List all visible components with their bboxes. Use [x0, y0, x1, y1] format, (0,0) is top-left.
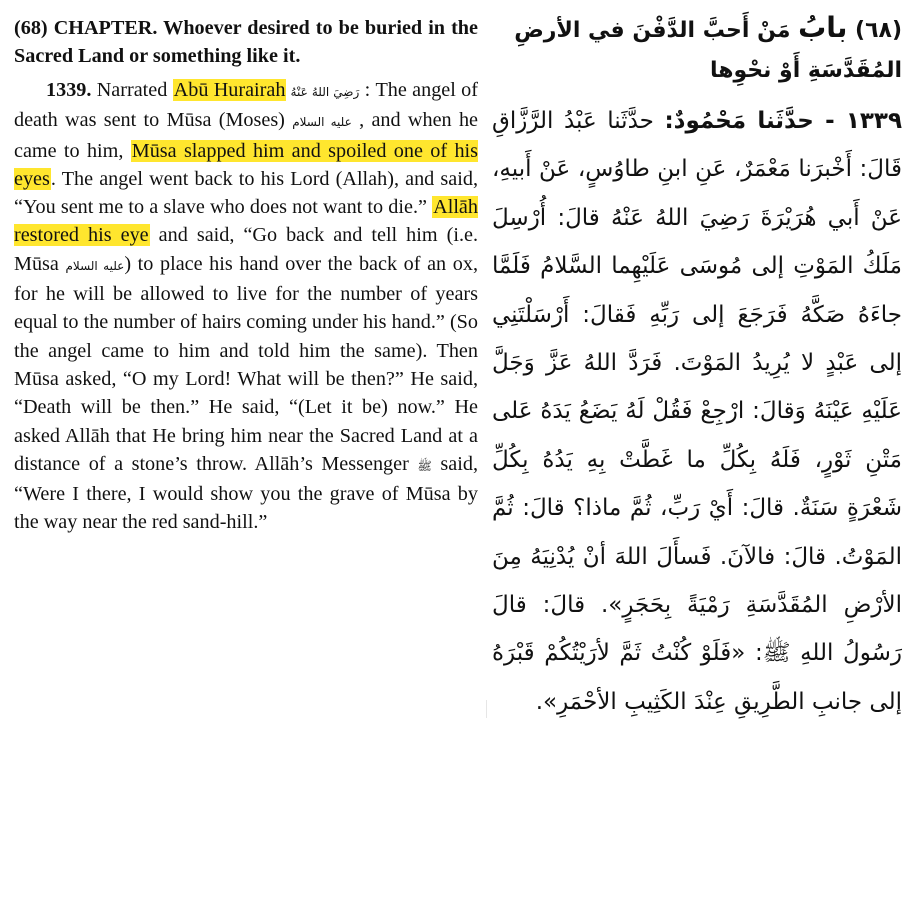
highlight-narrator: Abū Hurairah [173, 79, 286, 101]
arabic-hadith-number: ١٣٣٩ - حدَّثَنا مَحْمُودٌ: [664, 108, 903, 134]
arabic-hadith-text [492, 97, 902, 726]
arabic-chapter-heading [492, 8, 902, 91]
highlight-slapped: Mūsa slapped him and spoiled one of his eyes [14, 139, 478, 190]
highlight-restored: Allāh restored his eye [14, 196, 478, 247]
text-segment: . The angel went back to his Lord (Allah), and said, “You sent me to a slave who does not want to die.” [14, 167, 478, 219]
arabic-inline-salutation: عليه السلام [292, 115, 352, 130]
arabic-chapter-bab: بابُ [798, 11, 848, 44]
text-segment: ) to place his hand over the back of an ox, for he will be allowed to live for the number of years equal to the number of hairs coming under his hand.” (So the angel came to him and told him the same). Then Mūsa asked, “O my Lord! What will be then?” He said, “Death will be then.” He said, “(Let it be) now.” He asked Allāh that He bring him near the Sacred Land at a distance of a stone’s throw. Allāh’s Messenger [14, 252, 478, 475]
arabic-column [492, 8, 902, 726]
english-chapter-heading: (68) CHAPTER. Whoever desired to be buried in the Sacred Land or something like it. [14, 17, 478, 67]
hadith-number: 1339. [46, 79, 92, 101]
text-segment: , and when he came to him, [14, 109, 478, 162]
arabic-chapter-text: مَنْ أَحبَّ الدَّفْنَ في الأرضِ المُقَدَّسَةِ أَوْ نحْوِها [514, 18, 902, 83]
english-hadith-text [14, 76, 478, 537]
arabic-hadith-body: حدَّثَنا عَبْدُ الرَّزَّاقِ قَالَ: أَخْبرَنا مَعْمَرٌ، عَنِ ابنِ طاوُسٍ، عَنْ أَبيهِ، عَنْ أَبي هُرَيْرَةَ رَضِيَ اللهُ عَنْهُ قالَ: أُرْسِلَ مَلَكُ المَوْتِ إلى مُوسَى عَلَيْهِما السَّلامُ فَلَمَّا جاءَهُ صَكَّهُ فَرَجَعَ إلى رَبِّهِ فَقالَ: أَرْسَلْتَنِي إلى عَبْدٍ لا يُرِيدُ المَوْتَ. فَرَدَّ اللهُ عَزَّ وَجَلَّ عَلَيْهِ عَيْنَهُ وَقالَ: ارْجِعْ فَقُلْ لَهُ يَضَعُ يَدَهُ عَلى مَتْنِ ثَوْرٍ، فَلَهُ بِكُلِّ ما غَطَّتْ بِهِ يَدُهُ بِكُلِّ شَعْرَةٍ سَنَةٌ. قالَ: أَيْ رَبِّ، ثُمَّ ماذا؟ قالَ: ثُمَّ المَوْتُ. قالَ: فالآنَ. فَسأَلَ اللهَ أنْ يُدْنِيَهُ مِنَ الأرْضِ المُقَدَّسَةِ رَمْيَةً بِحَجَرٍ». قالَ: قالَ رَسُولُ اللهِ ﷺ: «فَلَوْ كُنْتُ ثَمَّ لأرَيْتُكُمْ قَبْرَهُ إلى جانبِ الطَّرِيقِ عِنْدَ الكَثِيبِ الأحْمَرِ». [492, 108, 902, 715]
text-segment: and said, “Go back and tell him (i.e. Mūsa [14, 224, 478, 275]
text-segment: : The angel of death was sent to Mūsa (Moses) [14, 79, 478, 132]
text-segment: said, “Were I there, I would show you the grave of Mūsa by the way near the red sand-hill.” [14, 452, 478, 534]
prophet-salutation-glyph: ﷺ [417, 458, 432, 473]
arabic-chapter-number: (٦٨) [855, 18, 902, 43]
column-divider [486, 700, 487, 718]
english-column [14, 14, 478, 537]
text-segment: Narrated [91, 79, 173, 101]
arabic-inline-honorific: رَضِيَ اللهُ عَنْهُ [286, 85, 360, 99]
arabic-inline-salutation: عليه السلام [65, 258, 125, 273]
